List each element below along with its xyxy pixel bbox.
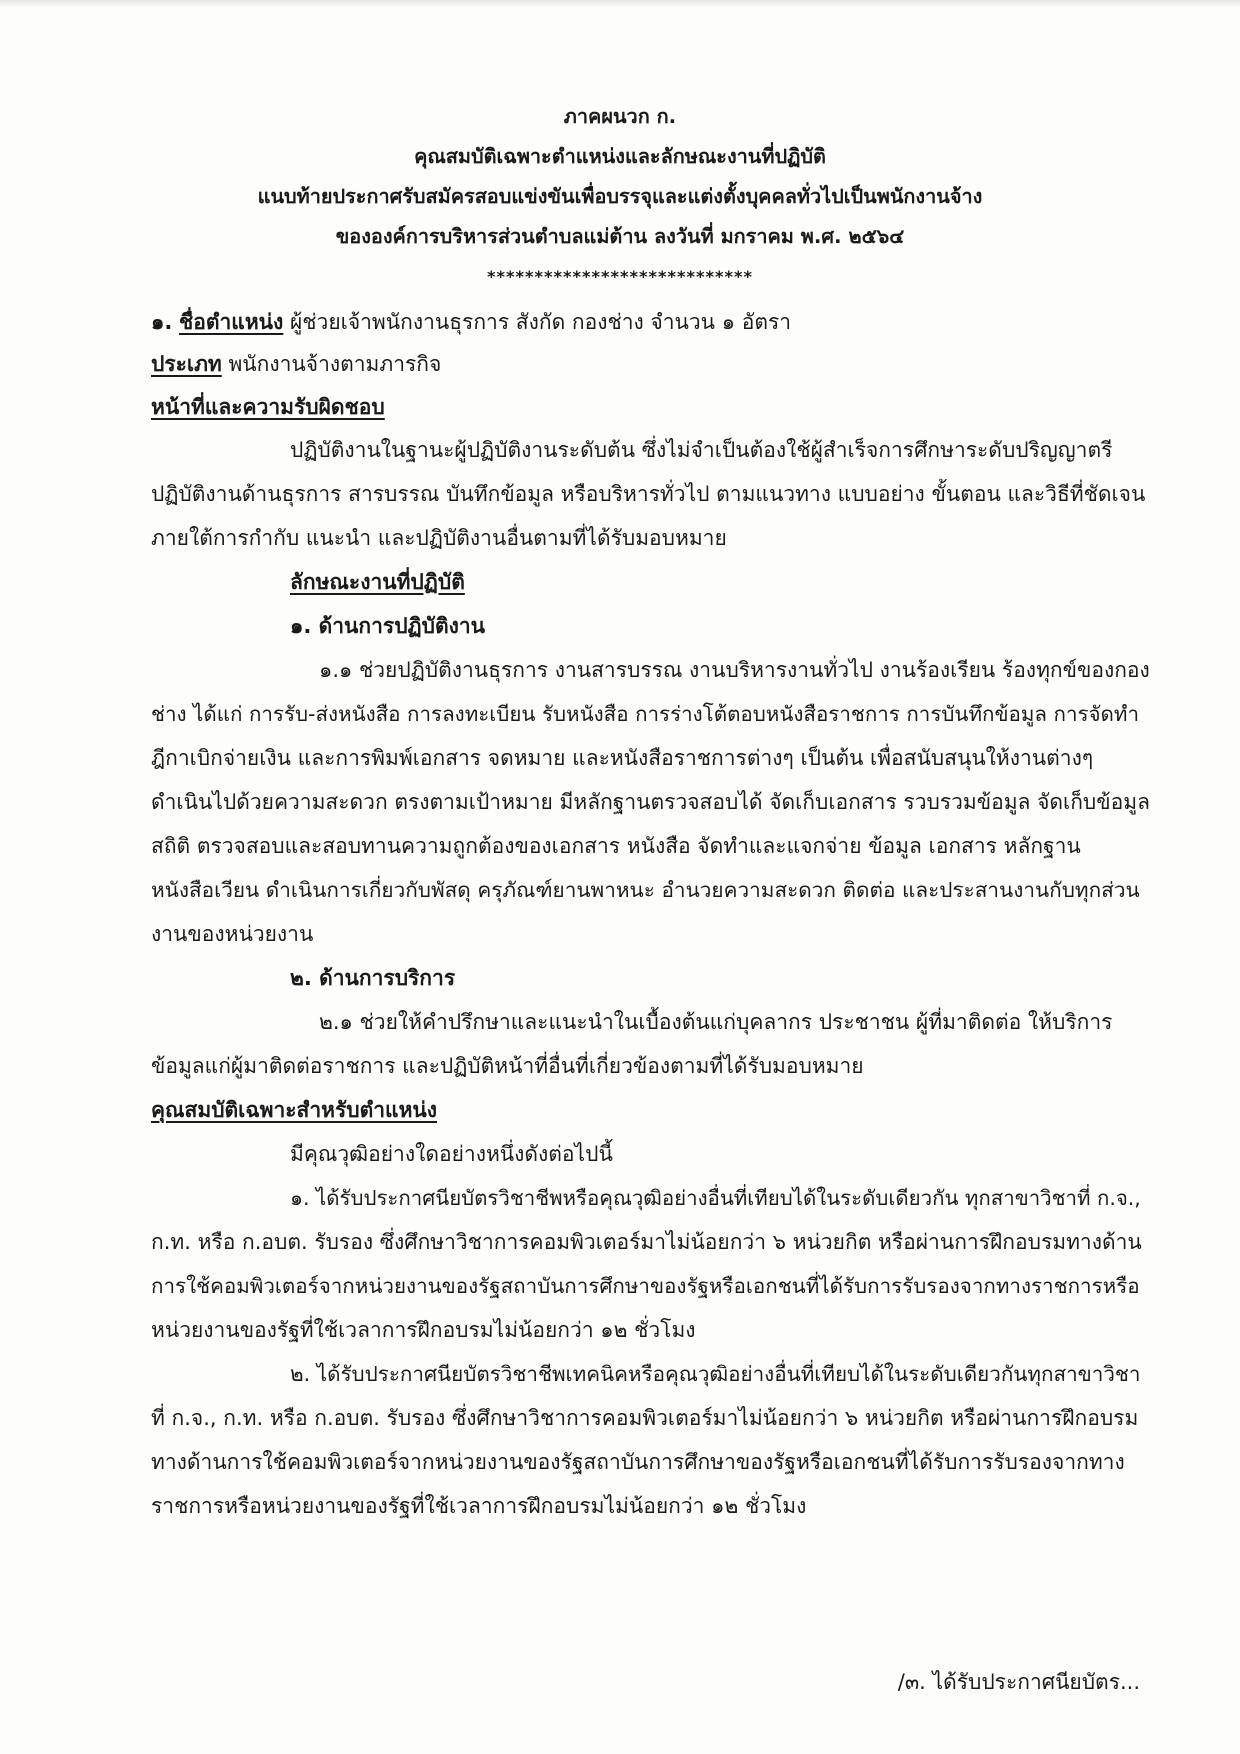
- work-section-1-line: ฎีกาเบิกจ่ายเงิน และการพิมพ์เอกสาร จดหมาย และหนังสือราชการต่างๆ เป็นต้น เพื่อสนับสนุนให้งานต่างๆ: [151, 746, 1094, 770]
- type-value: พนักงานจ้างตามภารกิจ: [228, 352, 442, 376]
- qualification-2-line: ที่ ก.จ., ก.ท. หรือ ก.อบต. รับรอง ซึ่งศึกษาวิชาการคอมพิวเตอร์มาไม่น้อยกว่า ๖ หน่วยกิต หรือผ่านการฝึกอบรม: [151, 1406, 1139, 1430]
- work-section-2-line: ข้อมูลแก่ผู้มาติดต่อราชการ และปฏิบัติหน้าที่อื่นที่เกี่ยวข้องตามที่ได้รับมอบหมาย: [151, 1054, 864, 1078]
- stars-divider: ****************************: [487, 267, 753, 286]
- position-label: ชื่อตำแหน่ง: [179, 310, 284, 334]
- work-section-1-line: หนังสือเวียน ดำเนินการเกี่ยวกับพัสดุ ครุภัณฑ์ยานพาหนะ อำนวยความสะดวก ติดต่อ และประสานงานกับทุกส่วน: [151, 878, 1140, 902]
- position-value: ผู้ช่วยเจ้าพนักงานธุรการ สังกัด กองช่าง จำนวน ๑ อัตรา: [289, 310, 792, 334]
- work-heading: ลักษณะงานที่ปฏิบัติ: [290, 570, 465, 594]
- work-section-1-line: สถิติ ตรวจสอบและสอบทานความถูกต้องของเอกสาร หนังสือ จัดทำและแจกจ่าย ข้อมูล เอกสาร หลักฐาน: [151, 834, 1081, 858]
- work-section-1-line: ช่าง ได้แก่ การรับ-ส่งหนังสือ การลงทะเบียน รับหนังสือ การร่างโต้ตอบหนังสือราชการ การบันทึกข้อมูล การจัดทำ: [151, 702, 1139, 726]
- appendix-label: ภาคผนวก ก.: [563, 105, 677, 128]
- duties-line: ภายใต้การกำกับ แนะนำ และปฏิบัติงานอื่นตามที่ได้รับมอบหมาย: [151, 526, 727, 550]
- duties-heading: หน้าที่และความรับผิดชอบ: [151, 395, 385, 419]
- qualifications-intro: มีคุณวุฒิอย่างใดอย่างหนึ่งดังต่อไปนี้: [290, 1142, 613, 1166]
- duties-line: ปฏิบัติงานในฐานะผู้ปฏิบัติงานระดับต้น ซึ่งไม่จำเป็นต้องใช้ผู้สำเร็จการศึกษาระดับปริญญาตรี: [290, 438, 1113, 462]
- qualification-2-line: ราชการหรือหน่วยงานของรัฐที่ใช้เวลาการฝึกอบรมไม่น้อยกว่า ๑๒ ชั่วโมง: [151, 1494, 807, 1518]
- doc-title-line-3: ขององค์การบริหารส่วนตำบลแม่ต้าน ลงวันที่ มกราคม พ.ศ. ๒๕๖๔: [335, 225, 905, 248]
- qualifications-heading: คุณสมบัติเฉพาะสำหรับตำแหน่ง: [151, 1098, 438, 1122]
- doc-title-line-1: คุณสมบัติเฉพาะตำแหน่งและลักษณะงานที่ปฏิบัติ: [414, 145, 826, 168]
- qualification-2-line: ๒. ได้รับประกาศนียบัตรวิชาชีพเทคนิคหรือคุณวุฒิอย่างอื่นที่เทียบได้ในระดับเดียวกันทุกสาขาวิชา: [290, 1362, 1141, 1386]
- type-label: ประเภท: [151, 352, 222, 376]
- qualification-1-line: หน่วยงานของรัฐที่ใช้เวลาการฝึกอบรมไม่น้อยกว่า ๑๒ ชั่วโมง: [151, 1318, 696, 1342]
- qualification-2-line: ทางด้านการใช้คอมพิวเตอร์จากหน่วยงานของรัฐสถาบันการศึกษาของรัฐหรือเอกชนที่ได้รับการรับรองจากทาง: [151, 1450, 1125, 1474]
- work-section-2-line: ๒.๑ ช่วยให้คำปรึกษาและแนะนำในเบื้องต้นแก่บุคลากร ประชาชน ผู้ที่มาติดต่อ ให้บริการ: [319, 1010, 1113, 1034]
- duties-line: ปฏิบัติงานด้านธุรการ สารบรรณ บันทึกข้อมูล หรือบริหารทั่วไป ตามแนวทาง แบบอย่าง ขั้นตอน และวิธีที่ชัดเจน: [151, 482, 1146, 506]
- qualification-1-line: ๑. ได้รับประกาศนียบัตรวิชาชีพหรือคุณวุฒิอย่างอื่นที่เทียบได้ในระดับเดียวกัน ทุกสาขาวิชาที่ ก.จ.,: [290, 1186, 1141, 1210]
- position-row: [151, 308, 791, 336]
- qualification-1-line: ก.ท. หรือ ก.อบต. รับรอง ซึ่งศึกษาวิชาการคอมพิวเตอร์มาไม่น้อยกว่า ๖ หน่วยกิต หรือผ่านการฝึกอบรมทางด้าน: [151, 1230, 1142, 1254]
- work-section-2-title: ๒. ด้านการบริการ: [290, 966, 456, 990]
- scan-edge-shadow: [0, 0, 1240, 8]
- work-section-1-line: ๑.๑ ช่วยปฏิบัติงานธุรการ งานสารบรรณ งานบริหารงานทั่วไป งานร้องเรียน ร้องทุกข์ของกอง: [319, 658, 1150, 682]
- type-row: [151, 350, 441, 378]
- work-section-1-line: ดำเนินไปด้วยความสะดวก ตรงตามเป้าหมาย มีหลักฐานตรวจสอบได้ จัดเก็บเอกสาร รวบรวมข้อมูล จัดเก็บข้อมูล: [151, 790, 1150, 814]
- continuation-note: /๓. ได้รับประกาศนียบัตร...: [897, 1670, 1140, 1694]
- work-section-1-title: ๑. ด้านการปฏิบัติงาน: [290, 614, 485, 638]
- doc-title-line-2: แนบท้ายประกาศรับสมัครสอบแข่งขันเพื่อบรรจุและแต่งตั้งบุคคลทั่วไปเป็นพนักงานจ้าง: [257, 185, 983, 208]
- work-section-1-line: งานของหน่วยงาน: [151, 922, 314, 946]
- position-number: ๑.: [151, 310, 173, 334]
- qualification-1-line: การใช้คอมพิวเตอร์จากหน่วยงานของรัฐสถาบันการศึกษาของรัฐหรือเอกชนที่ได้รับการรับรองจากทางราชการหรือ: [151, 1274, 1140, 1298]
